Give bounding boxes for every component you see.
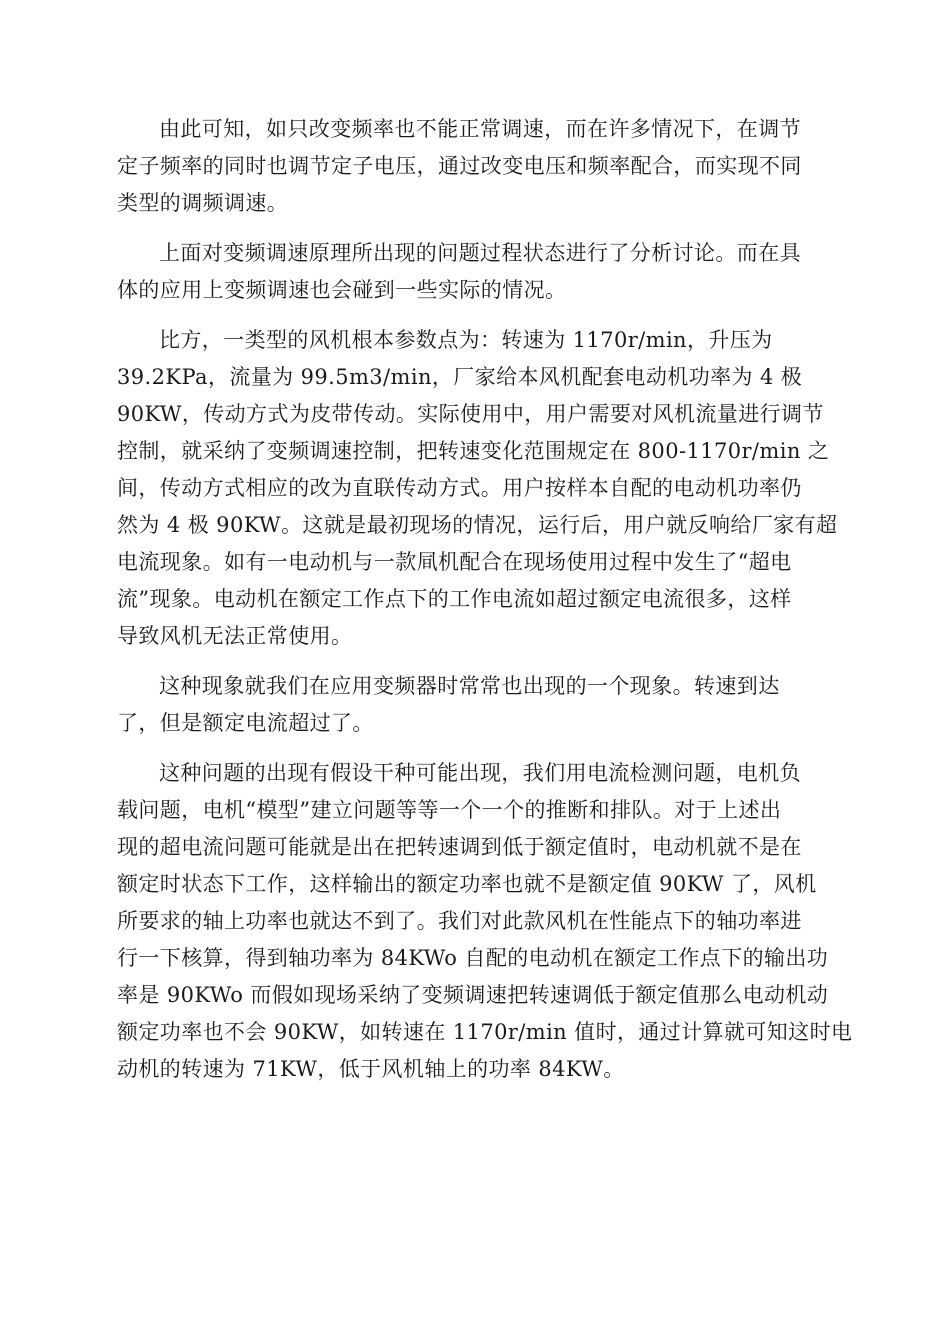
paragraph-1 — [117, 111, 837, 222]
paragraph-line: 电流现象。如有一电动机与一款凬机配合在现场使用过程中发生了“超电 — [117, 550, 792, 574]
document-body — [117, 111, 853, 1101]
paragraph-line: 动机的转速为 71KW，低于风机轴上的功率 84KW。 — [117, 1057, 625, 1081]
paragraph-line: 行一下核算，得到轴功率为 84KWo 自配的电动机在额定工作点下的输出功 — [117, 946, 829, 970]
paragraph-5 — [117, 755, 853, 1088]
paragraph-line: 率是 90KWo 而假如现场采纳了变频调速把转速调低于额定值那么电动机动 — [117, 983, 829, 1007]
paragraph-line: 间，传动方式相应的改为直联传动方式。用户按样本自配的电动机功率仍 — [117, 476, 802, 500]
paragraph-line: 定子频率的同时也调节定子电压，通过改变电压和频率配合，而实现不同 — [117, 154, 802, 178]
paragraph-line: 这种现象就我们在应用变频器时常常也出现的一个现象。转速到达 — [159, 674, 780, 698]
paragraph-line: 由此可知，如只改变频率也不能正常调速，而在许多情况下，在调节 — [159, 117, 801, 141]
paragraph-2 — [117, 235, 837, 309]
paragraph-line: 39.2KPa，流量为 99.5m3/min，厂家给本风机配套电动机功率为 4 极 — [117, 365, 803, 389]
paragraph-line: 上面对变频调速原理所出现的问题过程状态进行了分析讨论。而在具 — [159, 241, 801, 265]
paragraph-line: 额定功率也不会 90KW，如转速在 1170r/min 值时，通过计算就可知这时电 — [117, 1020, 853, 1044]
paragraph-line: 了，但是额定电流超过了。 — [117, 711, 374, 735]
paragraph-line: 90KW，传动方式为皮带传动。实际使用中，用户需要对风机流量进行调节 — [117, 402, 824, 426]
paragraph-line: 这种问题的出现有假设干种可能出现，我们用电流检测问题，电机负 — [159, 761, 801, 785]
paragraph-line: 比方，一类型的风机根本参数点为：转速为 1170r/min，升压为 — [159, 328, 773, 352]
paragraph-3 — [117, 322, 837, 655]
paragraph-line: 类型的调频调速。 — [117, 191, 289, 215]
paragraph-line: 流”现象。电动机在额定工作点下的工作电流如超过额定电流很多，这样 — [117, 587, 792, 611]
paragraph-line: 导致风机无法正常使用。 — [117, 624, 353, 648]
paragraph-line: 载问题，电机“模型”建立问题等等一个一个的推断和排队。对于上述出 — [117, 798, 782, 822]
paragraph-line: 然为 4 极 90KW。这就是最初现场的情况，运行后，用户就反响给厂家有超 — [117, 513, 838, 537]
paragraph-line: 所要求的轴上功率也就达不到了。我们对此款风机在性能点下的轴功率进 — [117, 909, 802, 933]
paragraph-4 — [117, 668, 837, 742]
paragraph-line: 控制，就采纳了变频调速控制，把转速变化范围规定在 800-1170r/min 之 — [117, 439, 830, 463]
paragraph-line: 额定时状态下工作，这样输出的额定功率也就不是额定值 90KW 了，风机 — [117, 872, 817, 896]
paragraph-line: 现的超电流问题可能就是出在把转速调到低于额定值时，电动机就不是在 — [117, 835, 802, 859]
paragraph-line: 体的应用上变频调速也会碰到一些实际的情况。 — [117, 278, 567, 302]
